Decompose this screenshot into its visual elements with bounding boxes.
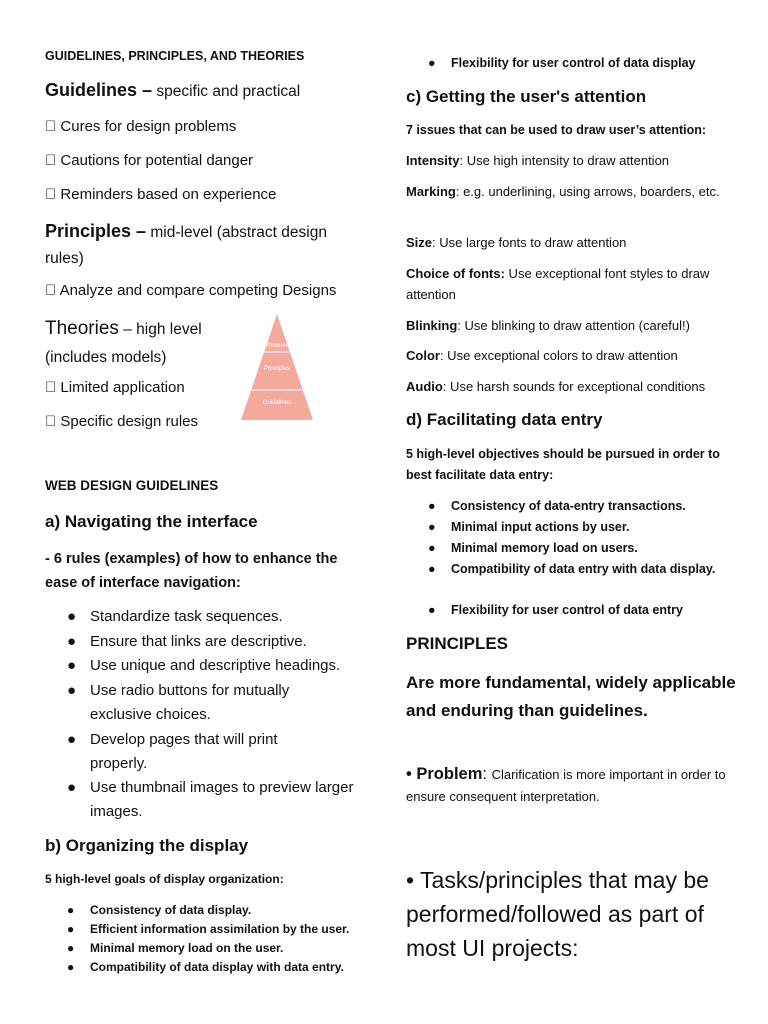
org-section-title: b) Organizing the display [45, 836, 249, 855]
list-item: ● Use thumbnail images to preview larger images. [67, 776, 367, 824]
list-item: ● Minimal input actions by user. [428, 517, 748, 538]
theories-heading [45, 315, 230, 371]
guidelines-desc: specific and practical [152, 83, 301, 100]
principles-intro: Are more fundamental, widely applicable and enduring than guidelines. [406, 673, 736, 720]
attention-item: Audio: Use harsh sounds for exceptional conditions [406, 379, 706, 394]
principle-item:   Analyze and compare competing Designs [45, 282, 337, 299]
tasks-paragraph: • Tasks/principles that may be performed/followed as part of most UI projects: [406, 867, 709, 961]
list-item: ● Minimal memory load on the user. [67, 939, 387, 958]
list-item: ● Use unique and descriptive headings. [67, 654, 367, 678]
attention-item: Size: Use large fonts to draw attention [406, 235, 627, 250]
bullet-icon: ● [67, 922, 75, 936]
guidelines-heading [45, 80, 300, 101]
principles-heading [45, 219, 345, 271]
bullet-icon: ● [67, 941, 75, 955]
problem-paragraph: • Problem: Clarification is more important in order to ensure consequent interpretation. [406, 765, 726, 804]
guidelines-term: Guidelines – [45, 80, 153, 100]
principles-term: Principles – [45, 221, 147, 241]
guideline-item:   Cures for design problems [45, 118, 237, 135]
list-item: ● Compatibility of data entry with data display. [428, 559, 728, 580]
list-item: ● Develop pages that will print properly. [67, 728, 327, 776]
attention-intro: 7 issues that can be used to draw user’s attention: [406, 123, 707, 137]
nav-section-title: a) Navigating the interface [45, 512, 258, 531]
theory-item:   Specific design rules [45, 413, 198, 430]
list-item: ● Flexibility for user control of data entry [428, 600, 748, 621]
bullet-icon: ● [67, 657, 77, 674]
bullet-icon: ● [67, 633, 77, 650]
bullet-icon: ● [67, 731, 77, 748]
pyramid-label-theories: Theories [265, 343, 289, 349]
principles-section-title: PRINCIPLES [406, 634, 509, 653]
bullet-icon: ● [67, 608, 77, 625]
document-title: GUIDELINES, PRINCIPLES, AND THEORIES [45, 49, 305, 63]
problem-desc: Clarification is more important in order to ensure consequent interpretation. [406, 767, 726, 804]
attention-item: Blinking: Use blinking to draw attention (careful!) [406, 318, 690, 333]
entry-intro: 5 high-level objectives should be pursued in order to best facilitate data entry: [406, 447, 720, 482]
bullet-icon: ● [67, 960, 75, 974]
bullet-icon: ● [67, 779, 77, 796]
pyramid-label-guidelines: Guidelines [262, 400, 292, 406]
problem-term: • Problem [406, 765, 483, 783]
theory-item:   Limited application [45, 379, 185, 396]
nav-intro: - 6 rules (examples) of how to enhance the ease of interface navigation: [45, 551, 338, 591]
bullet-icon: ● [428, 56, 436, 70]
entry-section-title: d) Facilitating data entry [406, 410, 603, 429]
bullet-icon: ● [428, 520, 436, 534]
list-item: ● Efficient information assimilation by the user. [67, 920, 387, 939]
list-item: ● Minimal memory load on users. [428, 538, 748, 559]
bullet-icon: ● [428, 603, 436, 617]
bullet-icon: ● [67, 903, 75, 917]
list-item: ● Ensure that links are descriptive. [67, 630, 367, 654]
theories-term: Theories [45, 318, 119, 339]
attention-item: Intensity: Use high intensity to draw attention [406, 153, 670, 168]
list-item: ● Compatibility of data display with data entry. [67, 958, 387, 977]
org-intro: 5 high-level goals of display organization: [45, 872, 284, 886]
list-item: ● Use radio buttons for mutually exclusive choices. [67, 679, 327, 727]
guideline-item:   Reminders based on experience [45, 186, 277, 203]
theories-desc: – high level (includes models) [45, 321, 202, 366]
attention-item: Color: Use exceptional colors to draw attention [406, 348, 678, 363]
pyramid-diagram [240, 312, 315, 424]
attention-section-title: c) Getting the user's attention [406, 87, 647, 106]
list-item: ● Consistency of data display. [67, 901, 387, 920]
bullet-icon: ● [428, 562, 436, 576]
bullet-icon: ● [67, 682, 77, 699]
pyramid-label-principles: Principles [263, 366, 291, 372]
list-item: ● Flexibility for user control of data display [428, 53, 748, 74]
web-guidelines-title: WEB DESIGN GUIDELINES [45, 478, 219, 493]
bullet-icon: ● [428, 499, 436, 513]
guideline-item:   Cautions for potential danger [45, 152, 254, 169]
attention-item: Choice of fonts: Use exceptional font styles to draw attention [406, 266, 710, 302]
attention-item: Marking: e.g. underlining, using arrows, boarders, etc. [406, 184, 720, 199]
list-item: ● Standardize task sequences. [67, 605, 367, 629]
bullet-icon: ● [428, 541, 436, 555]
list-item: ● Consistency of data-entry transactions. [428, 496, 748, 517]
principles-desc: mid-level (abstract design rules) [45, 224, 327, 267]
